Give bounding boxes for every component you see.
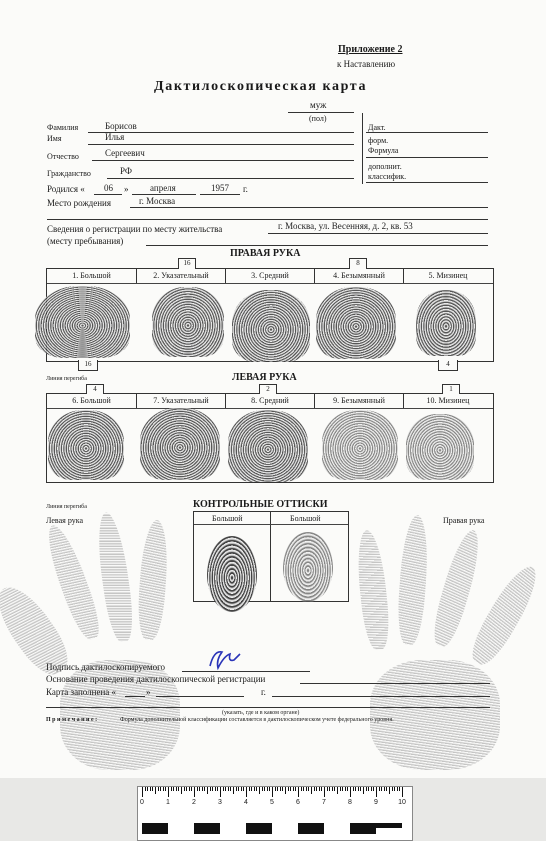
ruler-tick	[342, 787, 343, 791]
card-title: Дактилоскопическая карта	[154, 79, 368, 94]
ruler-label: 0	[140, 799, 144, 806]
ruler-tick	[262, 787, 263, 791]
ruler-tick	[228, 787, 229, 791]
ruler-tick	[210, 787, 211, 791]
class-formula: Формула	[368, 146, 399, 155]
control-print-right	[283, 532, 333, 602]
ruler-tick	[163, 787, 164, 791]
ruler-tick	[249, 787, 250, 791]
ruler-tick	[345, 787, 346, 791]
ruler-label: 10	[398, 799, 406, 806]
ruler-tick	[332, 787, 333, 791]
ruler-tick	[363, 787, 364, 794]
ruler-tick	[178, 787, 179, 791]
citizenship-value: РФ	[120, 166, 132, 176]
ruler-tick	[379, 787, 380, 791]
print-left-9	[322, 410, 398, 480]
ruler-tick	[301, 787, 302, 791]
ruler-label: 8	[348, 799, 352, 806]
patronymic-label: Отчество	[47, 152, 79, 161]
palm-right-finger	[354, 529, 392, 651]
ruler-tick	[225, 787, 226, 791]
ruler-tick	[277, 787, 278, 791]
ruler-tick	[191, 787, 192, 791]
ruler-tick	[256, 787, 257, 791]
ruler-tick	[251, 787, 252, 791]
print-left-7	[140, 408, 220, 480]
ruler-tick	[311, 787, 312, 794]
ruler-tick	[246, 787, 247, 797]
left-finger-label: 6. Большой	[47, 394, 137, 408]
class-extra2: классифик.	[368, 172, 407, 181]
ruler-tick	[275, 787, 276, 791]
ruler-tick	[160, 787, 161, 791]
print-right-1	[35, 286, 130, 358]
tab-top-left-2: 2	[259, 384, 277, 394]
ruler-tick	[399, 787, 400, 791]
ruler-label: 7	[322, 799, 326, 806]
ruler-tick	[202, 787, 203, 791]
stay-label: (месту пребывания)	[47, 236, 124, 246]
control-right-hand: Правая рука	[443, 516, 485, 525]
right-finger-label: 1. Большой	[47, 269, 137, 283]
ruler-block	[194, 823, 220, 834]
class-extra1: дополнит.	[368, 162, 402, 171]
right-hand-title: ПРАВАЯ РУКА	[230, 248, 301, 259]
ruler-tick	[184, 787, 185, 791]
palm-left-finger	[93, 511, 137, 643]
ruler-tick	[376, 787, 377, 797]
ruler-tick	[158, 787, 159, 791]
ruler-tick	[145, 787, 146, 791]
ruler-tick	[217, 787, 218, 791]
ruler-tick	[334, 787, 335, 791]
ruler-tick	[223, 787, 224, 791]
tab-top-right-16: 16	[178, 258, 196, 269]
ruler-label: 9	[374, 799, 378, 806]
ruler-tick	[264, 787, 265, 791]
ruler-tick	[384, 787, 385, 791]
fold-line-1: Линия перегиба	[46, 376, 87, 382]
class-dakt: Дакт.	[368, 123, 386, 132]
ruler-label: 1	[166, 799, 170, 806]
ruler-tick	[155, 787, 156, 794]
ruler-tick	[272, 787, 273, 797]
name-label: Имя	[47, 134, 62, 143]
ruler-tick	[171, 787, 172, 791]
ruler-tick	[402, 787, 403, 797]
tab-top-left-4: 4	[86, 384, 104, 394]
print-right-5	[416, 290, 476, 356]
note-label: П р и м е ч а н и е :	[46, 717, 98, 723]
left-hand-title: ЛЕВАЯ РУКА	[232, 372, 297, 383]
control-thumb-right: Большой	[290, 514, 321, 523]
ruler-tick	[337, 787, 338, 794]
patronymic-value: Сергеевич	[105, 148, 145, 158]
ruler-tick	[230, 787, 231, 791]
control-print-left	[207, 536, 257, 612]
control-left-hand: Левая рука	[46, 516, 84, 525]
ruler-tick	[189, 787, 190, 791]
registration-label: Сведения о регистрации по месту жительства	[47, 224, 223, 234]
right-finger-label: 2. Указательный	[137, 269, 226, 283]
ruler-label: 6	[296, 799, 300, 806]
born-quote-close: »	[124, 184, 129, 194]
tab-top-right-8: 8	[349, 258, 367, 269]
print-left-6	[48, 410, 124, 480]
ruler-tick	[199, 787, 200, 791]
palm-right-finger	[428, 527, 486, 650]
ruler-label: 2	[192, 799, 196, 806]
ruler-tick	[394, 787, 395, 791]
surname-value: Борисов	[105, 121, 137, 131]
ruler-label: 4	[244, 799, 248, 806]
name-value: Илья	[105, 132, 125, 142]
tab-top-left-1: 1	[442, 384, 460, 394]
ruler-tick	[176, 787, 177, 791]
control-title: КОНТРОЛЬНЫЕ ОТТИСКИ	[193, 499, 328, 510]
print-left-8	[228, 410, 308, 482]
ruler-tick	[233, 787, 234, 794]
print-right-4	[316, 287, 396, 359]
registration-value: г. Москва, ул. Весенняя, д. 2, кв. 53	[278, 221, 413, 231]
ruler-label: 5	[270, 799, 274, 806]
ruler-tick	[238, 787, 239, 791]
fold-line-2: Линия перегиба	[46, 504, 87, 510]
ruler-tick	[298, 787, 299, 797]
ruler-block	[298, 823, 324, 834]
born-label: Родился «	[47, 184, 85, 194]
ruler-tick	[259, 787, 260, 794]
sex-caption: (пол)	[309, 114, 327, 123]
scale-ruler	[137, 786, 413, 841]
ruler-tick	[243, 787, 244, 791]
filled-quote-close: »	[146, 687, 151, 697]
ruler-block	[142, 823, 168, 834]
born-month: апреля	[150, 183, 176, 193]
control-thumb-left: Большой	[212, 514, 243, 523]
left-finger-label: 9. Безымянный	[315, 394, 404, 408]
ruler-tick	[269, 787, 270, 791]
ruler-tick	[303, 787, 304, 791]
right-finger-label: 3. Средний	[226, 269, 315, 283]
ruler-tick	[220, 787, 221, 797]
left-finger-label: 10. Мизинец	[426, 396, 470, 405]
ruler-tick	[241, 787, 242, 791]
ruler-block	[350, 823, 376, 834]
ruler-label: 3	[218, 799, 222, 806]
ruler-tick	[358, 787, 359, 791]
tab-bottom-right-4: 4	[438, 360, 458, 371]
ruler-tick	[366, 787, 367, 791]
ruler-tick	[329, 787, 330, 791]
print-right-3	[232, 290, 310, 362]
ruler-tick	[314, 787, 315, 791]
ruler-tick	[319, 787, 320, 791]
ruler-tick	[347, 787, 348, 791]
ruler-tick	[236, 787, 237, 791]
ruler-tick	[215, 787, 216, 791]
palm-left-finger	[136, 519, 170, 641]
left-finger-label: 8. Средний	[226, 394, 315, 408]
ruler-tick	[293, 787, 294, 791]
ruler-tick	[181, 787, 182, 794]
born-year-suffix: г.	[243, 184, 248, 194]
ruler-tick	[165, 787, 166, 791]
note-text: Формула дополнительной классификации составляется в дактилоскопическом учете федерального уровня.	[120, 717, 394, 723]
ruler-tick	[254, 787, 255, 791]
birthplace-label: Место рождения	[47, 198, 112, 208]
ruler-tick	[392, 787, 393, 791]
ruler-tick	[267, 787, 268, 791]
ruler-tick	[152, 787, 153, 791]
ruler-tick	[340, 787, 341, 791]
left-finger-label: 7. Указательный	[137, 394, 226, 408]
palm-right-base	[370, 660, 500, 770]
birthplace-value: г. Москва	[139, 196, 176, 206]
ruler-tick	[147, 787, 148, 791]
print-right-2	[152, 287, 224, 357]
ruler-tick	[194, 787, 195, 797]
ruler-block	[246, 823, 272, 834]
ruler-tick	[389, 787, 390, 794]
ruler-tick	[353, 787, 354, 791]
ruler-tick	[186, 787, 187, 791]
ruler-tick	[371, 787, 372, 791]
ruler-tick	[306, 787, 307, 791]
ruler-tick	[207, 787, 208, 794]
appendix-subtitle: к Наставлению	[337, 59, 396, 69]
signature-label: Подпись дактилоскопируемого	[46, 662, 166, 672]
ruler-tick	[327, 787, 328, 791]
ruler-tick	[324, 787, 325, 797]
ruler-tick	[290, 787, 291, 791]
ruler-tick	[295, 787, 296, 791]
ruler-tick	[373, 787, 374, 791]
palm-right-finger	[395, 514, 430, 645]
filled-label: Карта заполнена «	[46, 687, 117, 697]
ruler-tick	[308, 787, 309, 791]
born-day: 06	[104, 183, 113, 193]
signature-mark	[204, 646, 244, 672]
print-left-10	[406, 414, 474, 480]
ruler-tick	[282, 787, 283, 791]
ruler-tick	[355, 787, 356, 791]
ruler-tick	[280, 787, 281, 791]
sex-value: муж	[310, 100, 327, 110]
right-finger-label: 4. Безымянный	[315, 269, 404, 283]
ruler-tick	[368, 787, 369, 791]
ruler-tick	[285, 787, 286, 794]
where-note: (указать, где и в каком органе)	[222, 710, 300, 716]
ruler-tick	[204, 787, 205, 791]
surname-label: Фамилия	[47, 123, 79, 132]
ruler-tick	[142, 787, 143, 797]
appendix-title: Приложение 2	[338, 44, 403, 55]
citizenship-label: Гражданство	[47, 169, 91, 178]
palm-right-finger	[465, 560, 546, 670]
basis-label: Основание проведения дактилоскопической регистрации	[46, 674, 266, 684]
filled-year-suffix: г.	[261, 687, 266, 697]
ruler-tick	[150, 787, 151, 791]
ruler-tick	[397, 787, 398, 791]
ruler-block	[376, 823, 402, 828]
ruler-tick	[316, 787, 317, 791]
ruler-tick	[360, 787, 361, 791]
ruler-tick	[173, 787, 174, 791]
ruler-tick	[321, 787, 322, 791]
ruler-tick	[288, 787, 289, 791]
born-year: 1957	[211, 183, 229, 193]
ruler-tick	[386, 787, 387, 791]
ruler-tick	[168, 787, 169, 797]
class-form: форм.	[368, 136, 389, 145]
tab-bottom-right-16: 16	[78, 360, 98, 371]
ruler-tick	[381, 787, 382, 791]
right-finger-label: 5. Мизинец	[428, 271, 468, 280]
ruler-tick	[197, 787, 198, 791]
ruler-tick	[212, 787, 213, 791]
ruler-tick	[350, 787, 351, 797]
